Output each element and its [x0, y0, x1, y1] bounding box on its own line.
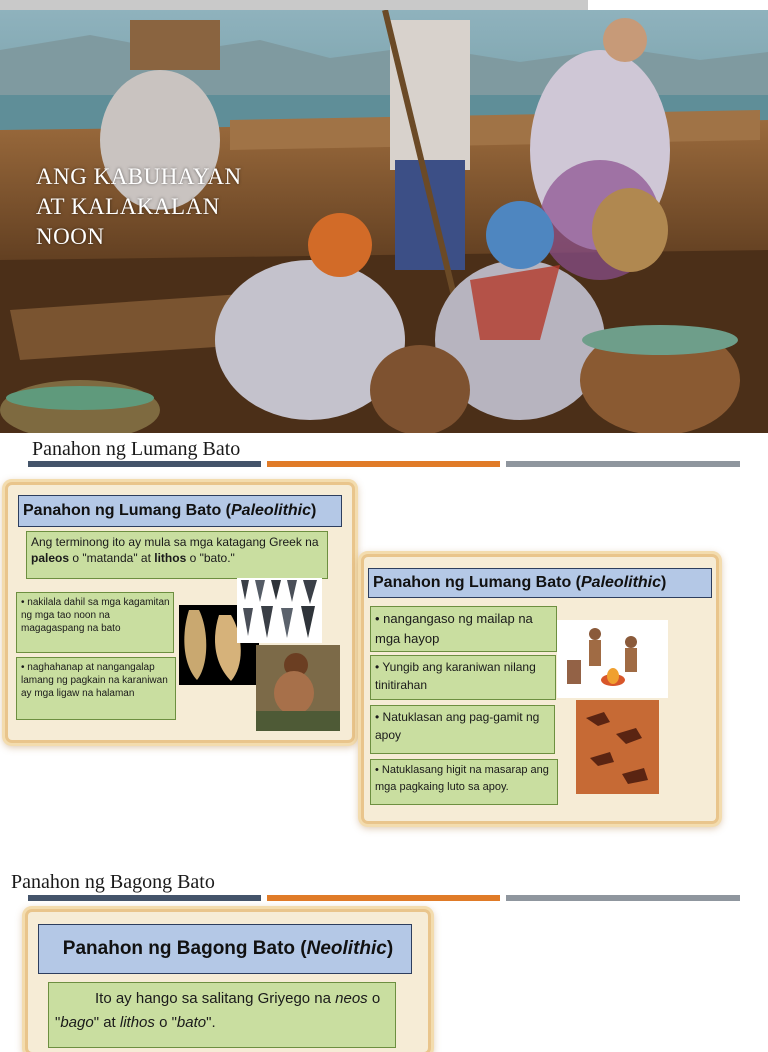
definition-word: paleos: [31, 551, 70, 565]
caveman-image: [256, 645, 340, 731]
divider-dark: [28, 895, 261, 901]
card-heading-text: Panahon ng Lumang Bato: [373, 574, 572, 591]
card-heading-text: Panahon ng Lumang Bato: [23, 502, 222, 519]
card-heading-italic: Neolithic: [306, 938, 387, 959]
hunters-fire-image: [557, 620, 668, 698]
neolithic-card: [28, 912, 428, 1052]
divider-orange: [267, 895, 500, 901]
bullet-box: • Natuklasang higit na masarap ang mga pagkaing luto sa apoy.: [370, 759, 558, 805]
bullet-box: • nangangaso ng mailap na mga hayop: [370, 606, 557, 652]
definition-box: [26, 531, 328, 579]
divider-dark: [28, 461, 261, 467]
divider-gray: [506, 895, 740, 901]
definition-text: o ": [55, 990, 381, 1031]
slide-title-line: NOON: [36, 224, 105, 249]
definition-word: lithos: [119, 1014, 155, 1031]
bullet-box: • naghahanap at nangangalap lamang ng pagkain na karaniwan ay mga ligaw na halaman: [16, 657, 176, 720]
bullet-box: • nakilala dahil sa mga kagamitan ng mga tao noon na magagaspang na bato: [16, 592, 174, 653]
slide-title: [36, 162, 242, 252]
definition-text: Ito ay hango sa salitang Griyego na: [95, 990, 336, 1007]
definition-text: ".: [206, 1014, 216, 1031]
divider-orange: [267, 461, 500, 467]
divider-gray: [506, 461, 740, 467]
definition-word: bago: [60, 1014, 94, 1031]
definition-text: Ang terminong ito ay mula sa mga katagang Greek na: [31, 535, 319, 549]
cave-painting-image: [576, 700, 659, 794]
card-heading-text: Panahon ng Bagong Bato: [62, 938, 296, 959]
title-slide: [0, 10, 768, 433]
paleolithic-card-right: [364, 557, 716, 821]
definition-box: [48, 982, 396, 1048]
section-title-lumang-bato: Panahon ng Lumang Bato: [32, 438, 241, 460]
bullet-box: • Natuklasan ang pag-gamit ng apoy: [370, 705, 555, 754]
section-title-bagong-bato: Panahon ng Bagong Bato: [11, 871, 215, 893]
paleolithic-card-left: [8, 485, 352, 740]
card-heading: Panahon ng Lumang Bato ( Paleolithic ): [18, 495, 342, 527]
definition-word: neos: [335, 990, 368, 1007]
stone-arrowheads-image: [237, 578, 322, 643]
definition-text: " at: [93, 1014, 120, 1031]
top-gray-bar: [0, 0, 588, 10]
definition-text: o "bato.": [186, 551, 235, 565]
slide-title-line: AT KALAKALAN: [36, 194, 220, 219]
card-heading: Panahon ng Bagong Bato ( Neolithic ): [38, 924, 412, 974]
definition-text: o ": [154, 1014, 177, 1031]
card-heading-italic: Paleolithic: [231, 502, 312, 519]
card-heading: Panahon ng Lumang Bato ( Paleolithic ): [368, 568, 712, 598]
definition-text: o "matanda" at: [69, 551, 155, 565]
definition-word: bato: [176, 1014, 207, 1031]
definition-word: lithos: [154, 551, 187, 565]
slide-title-line: ANG KABUHAYAN: [36, 164, 242, 189]
card-heading-italic: Paleolithic: [581, 574, 662, 591]
bullet-box: • Yungib ang karaniwan nilang tinitirahan: [370, 655, 556, 700]
